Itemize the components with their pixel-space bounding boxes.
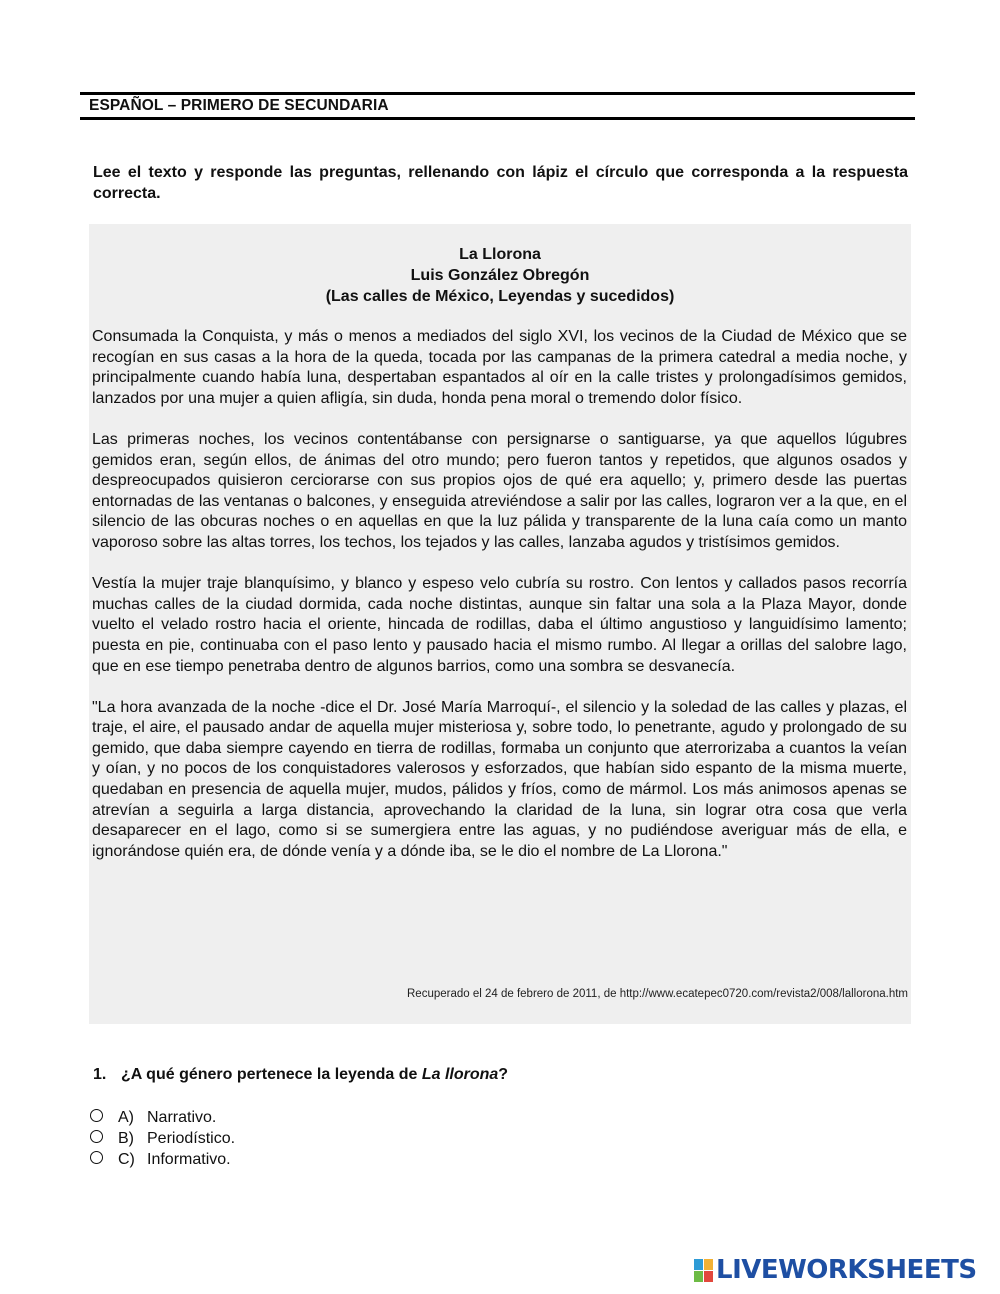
subject-title: ESPAÑOL – PRIMERO DE SECUNDARIA: [89, 97, 389, 114]
brand-tile: [694, 1271, 703, 1282]
reading-title: La Llorona: [459, 246, 541, 263]
header-rule-top: [80, 92, 915, 95]
option-radio-a[interactable]: [90, 1109, 103, 1122]
reading-source: Recuperado el 24 de febrero de 2011, de http://www.ecatepec0720.com/revista2/008/lallorona.htm: [407, 988, 908, 1000]
reading-heading: [89, 244, 911, 307]
instructions: Lee el texto y responde las preguntas, rellenando con lápiz el círculo que corresponda a la respuesta correcta.: [93, 164, 908, 202]
brand-tile: [704, 1259, 713, 1270]
option-a[interactable]: [90, 1107, 235, 1128]
brand-tile: [704, 1271, 713, 1282]
option-b[interactable]: [90, 1128, 235, 1149]
answer-options: [90, 1107, 235, 1170]
brand-logo: [694, 1255, 977, 1285]
question-text-italic: La llorona: [421, 1066, 499, 1083]
reading-book: (Las calles de México, Leyendas y sucedidos): [325, 288, 675, 305]
question-text: ¿A qué género pertenece la leyenda de: [121, 1066, 422, 1083]
reading-paragraph: "La hora avanzada de la noche -dice el Dr. José María Marroquí-, el silencio y la soledad de las calles y plazas, el traje, el aire, el pausado andar de aquella mujer misteriosa y, sobre todo, lo penetrante, agudo y prolongado de su gemido, que daba siempre cayendo en tierra de rodillas, formaba un conjunto que aterrorizaba a cuantos la veían y oían, y no pocos de los conquistadores valerosos y esforzados, que habían sido espanto de la misma muerte, quedaban en presencia de aquella mujer, mudos, pálidos y fríos, como de mármol. Los más animosos apenas se atrevían a seguirla a larga distancia, aprovechando la claridad de la luna, sin lograr otra cosa que verla desaparecer en el lago, como si se sumergiera entre las aguas, y no pudiéndose averiguar más de ella, e ignorándose quién era, de dónde venía y a dónde iba, se le dio el nombre de La Llorona.": [92, 698, 907, 860]
brand-name: LIVEWORKSHEETS: [716, 1255, 977, 1285]
header-rule-bottom: [80, 117, 915, 120]
question-text-end: ?: [498, 1066, 509, 1083]
reading-author: Luis González Obregón: [410, 267, 590, 284]
option-label: Periodístico.: [147, 1129, 236, 1147]
option-letter: B): [118, 1129, 134, 1147]
option-c[interactable]: [90, 1149, 235, 1170]
reading-paragraph: Vestía la mujer traje blanquísimo, y blanco y espeso velo cubría su rostro. Con lentos y callados pasos recorría muchas calles de la ciudad dormida, cada noche distintas, aunque sin faltar una sola a la Plaza Mayor, donde vuelto el velado rostro hacia el oriente, hincada de rodillas, daba el último angustioso y languidísimo lamento; puesta en pie, continuaba con el paso lento y pausado hacia el mismo rumbo. Al llegar a orillas del salobre lago, que en ese tiempo penetraba dentro de algunos barrios, como una sombra se desvanecía.: [92, 575, 907, 675]
reading-paragraph: Las primeras noches, los vecinos contentábanse con persignarse o santiguarse, ya que aquellos lúgubres gemidos eran, según ellos, de ánimas del otro mundo; pero fueron tantos y repetidos, que algunos osados y despreocupados quisieron cerciorarse con sus propios ojos de qué era aquello; y, primero desde las puertas entornadas de las ventanas o balcones, y enseguida atreviéndose a salir por las calles, lograron ver a la que, en el silencio de las obcuras noches o en aquellas en que la luz pálida y transparente de la luna caía como un manto vaporoso sobre las altas torres, los techos, los tejados y las calles, lanzaba agudos y tristísimos gemidos.: [92, 430, 907, 551]
option-label: Narrativo.: [147, 1108, 217, 1126]
option-letter: A): [118, 1108, 134, 1126]
reading-box: [89, 224, 911, 1024]
option-radio-b[interactable]: [90, 1130, 103, 1143]
option-radio-c[interactable]: [90, 1151, 103, 1164]
question-number: 1.: [93, 1066, 107, 1083]
brand-tile: [694, 1259, 703, 1270]
reading-body: [92, 327, 907, 883]
question-1: [93, 1066, 508, 1084]
option-label: Informativo.: [147, 1150, 231, 1168]
brand-mark-icon: [694, 1259, 713, 1282]
option-letter: C): [118, 1150, 135, 1168]
reading-paragraph: Consumada la Conquista, y más o menos a mediados del siglo XVI, los vecinos de la Ciudad de México que se recogían en sus casas a la hora de la queda, tocada por las campanas de la primera catedral a media noche, y principalmente cuando había luna, despertaban espantados al oír en la calle tristes y prolongadísimos gemidos, lanzados por una mujer a quien afligía, sin duda, honda pena moral o tremendo dolor físico.: [92, 328, 907, 407]
